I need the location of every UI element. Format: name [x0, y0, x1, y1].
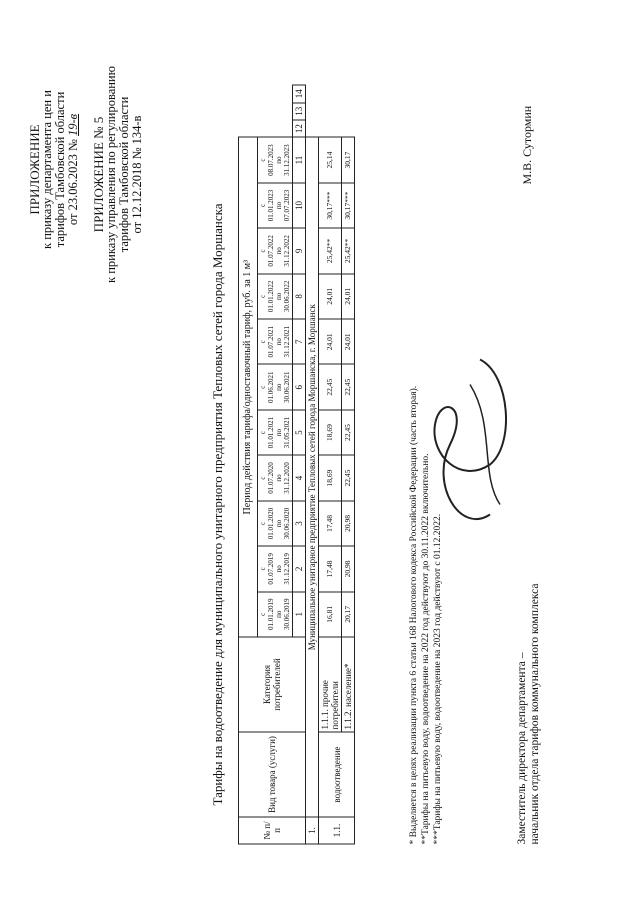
- period-cell: [258, 592, 293, 637]
- tariff-value-cell: 18,69: [319, 455, 342, 500]
- period-text: с: [259, 612, 267, 616]
- column-number-cell: 12: [293, 120, 306, 137]
- row-category: 1.1.1. прочие потребители: [319, 637, 342, 732]
- period-cell: [258, 546, 293, 591]
- period-text: 01.07.2021: [267, 326, 275, 358]
- period-text: с: [259, 567, 267, 571]
- period-text: по: [275, 156, 283, 164]
- handwritten-signature: [420, 345, 530, 545]
- period-cell: [258, 228, 293, 273]
- tariff-value-cell: 17,48: [319, 501, 342, 546]
- period-text: с: [259, 385, 267, 389]
- period-text: 01.01.2020: [267, 507, 275, 540]
- period-text: по: [275, 338, 283, 346]
- signatory-name: М.В. Сутормин: [520, 105, 534, 185]
- period-text: 30.06.2020: [283, 507, 291, 540]
- period-header: Период действия тарифа/одноставочный тариф, руб. за 1 м³: [239, 137, 258, 637]
- column-number-cell: 11: [293, 137, 306, 182]
- appendix-header: [28, 40, 80, 300]
- column-number-cell: 9: [293, 228, 306, 273]
- period-text: 31.12.2022: [283, 235, 291, 267]
- appendix5-title: ПРИЛОЖЕНИЕ № 5: [91, 116, 106, 233]
- section-name: Муниципальное унитарное предприятие Тепловых сетей города Моршанска, г. Моршанск: [306, 137, 319, 817]
- document-title: Тарифы на водоотведение для муниципального унитарного предприятия Тепловых сетей города Моршанска: [210, 203, 225, 806]
- appendix-title: ПРИЛОЖЕНИЕ: [27, 124, 42, 215]
- period-cell: [258, 274, 293, 319]
- appendix-line-1: к приказу департамента цен и: [40, 90, 54, 249]
- table-row: [319, 85, 342, 844]
- period-text: с: [259, 476, 267, 480]
- tariff-value-cell: 17,48: [319, 546, 342, 591]
- period-text: 01.07.2019: [267, 553, 275, 585]
- tariff-value-cell: 25,42**: [342, 228, 355, 273]
- period-cell: [258, 137, 293, 182]
- column-number-cell: 3: [293, 501, 306, 546]
- period-text: с: [259, 294, 267, 298]
- table-row: [342, 85, 355, 844]
- tariff-value-cell: 25,42**: [319, 228, 342, 273]
- period-text: с: [259, 431, 267, 435]
- period-text: с: [259, 158, 267, 162]
- row-product: водоотведение: [319, 732, 355, 817]
- period-cell: [258, 501, 293, 546]
- tariff-value-cell: 30,17: [342, 137, 355, 182]
- appendix5-line-3: от 12.12.2018 № 134-в: [130, 115, 144, 234]
- column-number-cell: 7: [293, 319, 306, 364]
- appendix-line-3: [67, 40, 80, 300]
- period-text: с: [259, 249, 267, 253]
- column-number-cell: 4: [293, 455, 306, 500]
- row-category: 1.1.2. население*: [342, 637, 355, 732]
- tariff-value-cell: 24,01: [319, 319, 342, 364]
- order-date: от 23.06.2023 №: [66, 139, 80, 226]
- tariff-table: [238, 85, 355, 845]
- period-text: 01.01.2023: [267, 189, 275, 222]
- col-product-header: Вид товара (услуги): [239, 732, 306, 817]
- period-text: 08.07.2023: [267, 144, 275, 176]
- period-text: по: [275, 201, 283, 210]
- period-text: 30.06.2019: [283, 598, 291, 631]
- tariff-value-cell: 16,81: [319, 592, 342, 637]
- tariff-value-cell: 24,01: [319, 274, 342, 319]
- period-text: по: [275, 610, 283, 618]
- period-text: 30.06.2022: [283, 280, 291, 313]
- period-text: по: [275, 565, 283, 573]
- column-number-cell: 10: [293, 183, 306, 228]
- appendix5-line-1: к приказу управления по регулированию: [104, 66, 118, 283]
- column-number-cell: 5: [293, 410, 306, 455]
- order-number: 19-в: [66, 113, 80, 136]
- period-text: 01.06.2021: [267, 371, 275, 403]
- period-cell: [258, 455, 293, 500]
- footnote: ***Тарифы на питьевую воду, водоотведение на 2023 год действуют с 01.12.2022.: [433, 513, 443, 845]
- column-number-cell: 1: [293, 592, 306, 637]
- period-text: 31.12.2023: [283, 144, 291, 176]
- period-cell: [258, 364, 293, 409]
- period-text: с: [259, 203, 267, 208]
- tariff-value-cell: 20,17: [342, 592, 355, 637]
- tariff-value-cell: 22,45: [342, 364, 355, 409]
- column-number-cell: 13: [293, 103, 306, 120]
- appendix-line-2: тарифов Тамбовской области: [53, 91, 67, 248]
- col-number-header: № п/п: [239, 817, 306, 844]
- period-text: 01.01.2019: [267, 598, 275, 631]
- period-text: 01.07.2020: [267, 462, 275, 494]
- period-cell: [258, 410, 293, 455]
- period-text: 07.07.2023: [283, 189, 291, 222]
- column-number-cell: 14: [293, 85, 306, 103]
- period-text: 31.12.2021: [283, 326, 291, 358]
- tariff-value-cell: 22,45: [319, 364, 342, 409]
- period-text: 31.12.2019: [283, 553, 291, 585]
- tariff-value-cell: 24,01: [342, 319, 355, 364]
- tariff-value-cell: 20,98: [342, 546, 355, 591]
- appendix5-header: [92, 40, 144, 310]
- tariff-value-cell: 30,17***: [319, 183, 342, 228]
- row-number: 1.1.: [319, 817, 355, 844]
- footnote: * Выделяется в целях реализации пункта 6 статьи 168 Налогового кодекса Российской Федерации (часть вторая).: [409, 385, 419, 845]
- period-text: 31.05.2021: [283, 416, 291, 449]
- period-text: по: [275, 519, 283, 528]
- column-number-cell: 6: [293, 364, 306, 409]
- signatory-line-2: начальник отдела тарифов коммунального комплекса: [529, 583, 541, 845]
- section-number: 1.: [306, 817, 319, 844]
- col-category-header: Категория потребителей: [239, 637, 306, 732]
- period-text: 01.07.2022: [267, 235, 275, 267]
- period-text: по: [275, 428, 283, 437]
- period-text: по: [275, 292, 283, 300]
- period-text: с: [259, 521, 267, 525]
- period-cell: [258, 183, 293, 228]
- tariff-value-cell: 30,17***: [342, 183, 355, 228]
- tariff-value-cell: 22,45: [342, 410, 355, 455]
- period-text: по: [275, 383, 283, 391]
- period-cell: [258, 319, 293, 364]
- signatory-line-1: Заместитель директора департамента –: [516, 652, 528, 845]
- section-row: [306, 85, 319, 844]
- tariff-value-cell: 20,98: [342, 501, 355, 546]
- period-text: 01.01.2021: [267, 416, 275, 449]
- signatory-position: [516, 584, 542, 845]
- tariff-value-cell: 24,01: [342, 274, 355, 319]
- footnote: **Тарифы на питьевую воду, водоотведение на 2022 год действуют до 30.11.2022 включительно.: [421, 453, 431, 845]
- tariff-value-cell: 18,69: [319, 410, 342, 455]
- period-text: 30.06.2021: [283, 371, 291, 403]
- period-text: по: [275, 474, 283, 482]
- period-text: 31.12.2020: [283, 462, 291, 494]
- period-text: по: [275, 247, 283, 255]
- column-number-cell: 8: [293, 274, 306, 319]
- tariff-value-cell: 22,45: [342, 455, 355, 500]
- tariff-value-cell: 25,14: [319, 137, 342, 182]
- period-text: с: [259, 340, 267, 344]
- column-number-cell: 2: [293, 546, 306, 591]
- appendix5-line-2: тарифов Тамбовской области: [117, 96, 131, 253]
- period-text: 01.01.2022: [267, 280, 275, 313]
